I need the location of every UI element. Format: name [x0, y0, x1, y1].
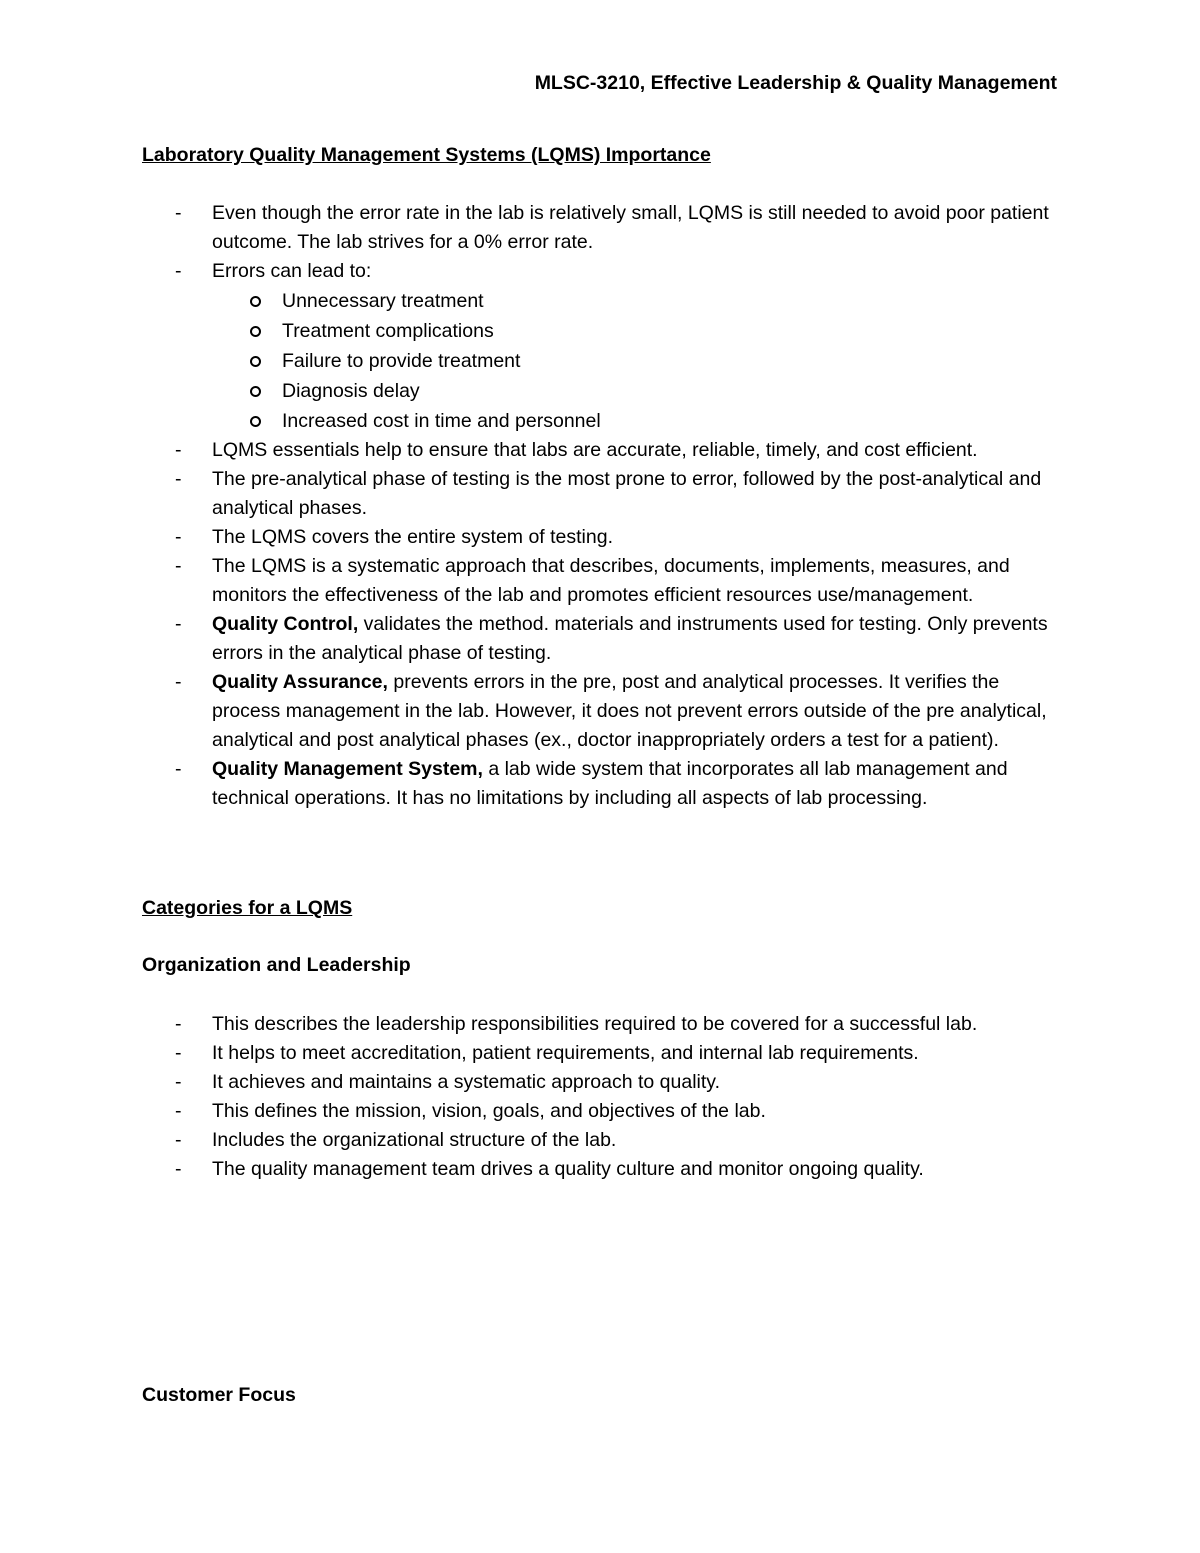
quality-management-system-text: a lab wide system that incorporates all lab management and technical operations. It has no limitations by including all aspects of lab processing. [212, 758, 1008, 809]
dash-bullet: - [175, 1129, 182, 1151]
bullet-text: This describes the leadership responsibilities required to be covered for a successful lab. [212, 1013, 978, 1035]
list-item [142, 1126, 1072, 1155]
dash-bullet: - [175, 260, 182, 282]
list-item [142, 199, 1072, 257]
errors-sub-list [212, 286, 1072, 436]
bullet-text: Errors can lead to: [212, 260, 372, 282]
bullet-text: It helps to meet accreditation, patient requirements, and internal lab requirements. [212, 1042, 919, 1064]
dash-bullet: - [175, 1042, 182, 1064]
sub-list-item [212, 346, 1072, 376]
bullet-text: Includes the organizational structure of the lab. [212, 1129, 617, 1151]
sub-item-text: Diagnosis delay [282, 380, 420, 402]
list-item [142, 610, 1072, 668]
sub-list-item [212, 406, 1072, 436]
list-item [142, 1068, 1072, 1097]
dash-bullet: - [175, 613, 182, 635]
dash-bullet: - [175, 1158, 182, 1180]
list-item [142, 465, 1072, 523]
dash-bullet: - [175, 1100, 182, 1122]
quality-assurance-text: prevents errors in the pre, post and analytical processes. It verifies the process management in the lab. However, it does not prevent errors outside of the pre analytical, analytical and post analytical phases (ex., doctor inappropriately orders a test for a patient). [212, 671, 1047, 751]
dash-bullet: - [175, 202, 182, 224]
lqms-importance-list [142, 199, 1072, 813]
list-item [142, 1097, 1072, 1126]
list-item [142, 755, 1072, 813]
list-item [142, 1010, 1072, 1039]
bullet-text: The pre-analytical phase of testing is the most prone to error, followed by the post-analytical and analytical phases. [212, 468, 1042, 519]
bullet-text: It achieves and maintains a systematic approach to quality. [212, 1071, 720, 1093]
quality-control-term: Quality Control, [212, 613, 359, 635]
bullet-text: The LQMS is a systematic approach that describes, documents, implements, measures, and monitors the effectiveness of the lab and promotes efficient resources use/management. [212, 555, 1010, 606]
circle-bullet-icon [250, 296, 261, 307]
circle-bullet-icon [250, 326, 261, 337]
quality-control-text: validates the method. materials and instruments used for testing. Only prevents errors in the analytical phase of testing. [212, 613, 1048, 664]
section-title-categories: Categories for a LQMS [142, 897, 353, 919]
sub-item-text: Increased cost in time and personnel [282, 410, 601, 432]
bullet-text: LQMS essentials help to ensure that labs are accurate, reliable, timely, and cost efficient. [212, 439, 978, 461]
sub-item-text: Failure to provide treatment [282, 350, 521, 372]
dash-bullet: - [175, 671, 182, 693]
list-item [142, 523, 1072, 552]
subsection-title-organization-leadership: Organization and Leadership [142, 954, 411, 976]
circle-bullet-icon [250, 386, 261, 397]
circle-bullet-icon [250, 416, 261, 427]
subsection-title-customer-focus: Customer Focus [142, 1384, 296, 1406]
sub-item-text: Unnecessary treatment [282, 290, 484, 312]
quality-management-system-term: Quality Management System, [212, 758, 483, 780]
list-item [142, 436, 1072, 465]
dash-bullet: - [175, 468, 182, 490]
circle-bullet-icon [250, 356, 261, 367]
quality-assurance-term: Quality Assurance, [212, 671, 388, 693]
course-header: MLSC-3210, Effective Leadership & Quality Management [534, 72, 1057, 94]
bullet-text: Even though the error rate in the lab is relatively small, LQMS is still needed to avoid poor patient outcome. The lab strives for a 0% error rate. [212, 202, 1049, 253]
sub-item-text: Treatment complications [282, 320, 494, 342]
dash-bullet: - [175, 555, 182, 577]
bullet-text: This defines the mission, vision, goals, and objectives of the lab. [212, 1100, 766, 1122]
sub-list-item [212, 316, 1072, 346]
dash-bullet: - [175, 439, 182, 461]
organization-leadership-list [142, 1010, 1072, 1184]
dash-bullet: - [175, 1013, 182, 1035]
list-item [142, 1039, 1072, 1068]
sub-list-item [212, 286, 1072, 316]
sub-list-item [212, 376, 1072, 406]
bullet-text: The quality management team drives a quality culture and monitor ongoing quality. [212, 1158, 924, 1180]
list-item [142, 668, 1072, 755]
dash-bullet: - [175, 526, 182, 548]
dash-bullet: - [175, 1071, 182, 1093]
bullet-text: The LQMS covers the entire system of testing. [212, 526, 613, 548]
section-title-lqms-importance: Laboratory Quality Management Systems (LQMS) Importance [142, 144, 711, 166]
list-item [142, 552, 1072, 610]
list-item [142, 257, 1072, 436]
dash-bullet: - [175, 758, 182, 780]
list-item [142, 1155, 1072, 1184]
